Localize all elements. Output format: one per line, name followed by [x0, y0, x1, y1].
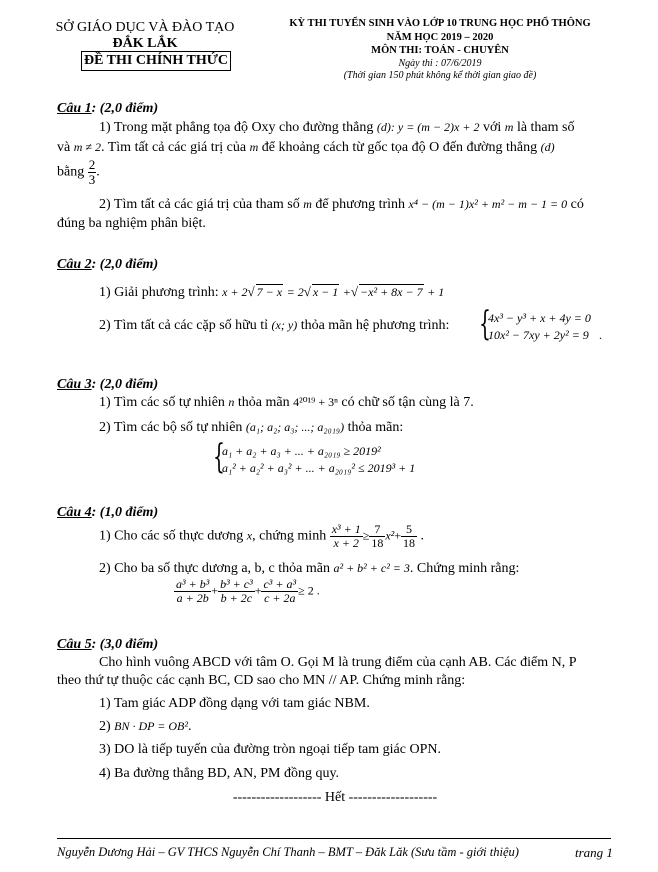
condition: m ≠ 2	[73, 140, 101, 154]
question-1-heading: Câu 1: (2,0 điểm)	[57, 101, 159, 116]
footer-divider	[57, 838, 611, 839]
question-2-heading: Câu 2: (2,0 điểm)	[57, 257, 159, 272]
q1-part2-line1: 2) Tìm tất cả các giá trị của tham số m để phương trình x⁴ − (m − 1)x² + m² − m − 1 = 0 có	[99, 197, 584, 212]
fraction-bc: $\frac{\text{b³ + c³}}{b + 2c}$	[220, 577, 253, 605]
q5-item4: 4) Ba đường thẳng BD, AN, PM đồng quy.	[99, 766, 340, 781]
q2-part2: 2) Tìm tất cả các cặp số hữu tỉ (x; y) thỏa mãn hệ phương trình:	[99, 318, 450, 333]
question-4-heading: Câu 4: (1,0 điểm)	[57, 505, 159, 520]
q5-intro-line2: theo thứ tự thuộc các cạnh BC, CD sao cho MN // AP. Chứng minh rằng:	[57, 673, 466, 688]
department-name: SỞ GIÁO DỤC VÀ ĐÀO TẠO	[55, 20, 235, 35]
q3-part1: 1) Tìm các số tự nhiên n thỏa mãn 4²⁰¹⁹ + 3ⁿ có chữ số tận cùng là 7.	[99, 395, 474, 410]
q1-part1-line2: và m ≠ 2. Tìm tất cả các giá trị của m để khoảng cách từ gốc tọa độ O đến đường thẳng (d)	[57, 140, 555, 155]
q2-equation-system: { 4x³ − y³ + x + 4y = 0 10x² − 7xy + 2y² = 9 .	[479, 304, 602, 344]
exam-subject: MÔN THI: TOÁN - CHUYÊN	[371, 45, 509, 56]
province-name: ĐẮK LẮK	[112, 36, 178, 51]
q4-part2: 2) Cho ba số thực dương a, b, c thỏa mãn a² + b² + c² = 3. Chứng minh rằng:	[99, 561, 520, 576]
q1-part1-line3: bằng $\frac{2}{3}$ .	[57, 157, 100, 187]
school-year: NĂM HỌC 2019 – 2020	[386, 32, 494, 43]
question-5-heading: Câu 5: (3,0 điểm)	[57, 637, 159, 652]
q3-inequality-system: { a₁ + a₂ + a₃ + ... + a₂₀₁₉ ≥ 2019² a₁² + a₂² + a₃² + ... + a₂₀₁₉² ≤ 2019³ + 1	[213, 437, 416, 477]
q4-inequality: $\frac{\text{a³ + b³}}{a + 2b}$ + $\frac{\text{b³ + c³}}{b + 2c}$ + $\frac{\text{c³ + a³}}{c + 2a}$ ≥ 2 .	[176, 577, 320, 605]
q3-part2: 2) Tìm các bộ số tự nhiên (a₁; a₂; a₃; ...; a₂₀₁₉) thỏa mãn:	[99, 420, 404, 435]
fraction-five-eighteenths: $\frac{5}{18}$	[403, 522, 416, 550]
q5-intro-line1: Cho hình vuông ABCD với tâm O. Gọi M là trung điểm của cạnh AB. Các điểm N, P	[99, 655, 577, 670]
exam-date: Ngày thi : 07/6/2019	[398, 58, 482, 69]
end-marker: ------------------- Hết -------------------	[232, 790, 438, 805]
q1-part2-line2: đúng ba nghiệm phân biệt.	[57, 216, 206, 231]
fraction-seven-eighteenths: $\frac{7}{18}$	[371, 522, 384, 550]
brace-icon: {	[213, 437, 225, 477]
power-expression: 4²⁰¹⁹ + 3ⁿ	[293, 395, 338, 409]
tuple-expression: (a₁; a₂; a₃; ...; a₂₀₁₉)	[245, 420, 345, 434]
footer-author: Nguyễn Dương Hải – GV THCS Nguyễn Chí Thanh – BMT – Đăk Lăk (Sưu tầm - giới thiệu)	[57, 845, 519, 859]
q5-item1: 1) Tam giác ADP đồng dạng với tam giác NBM.	[99, 696, 370, 711]
q1-part1-line1: 1) Trong mặt phẳng tọa độ Oxy cho đường thẳng (d): y = (m − 2)x + 2 với m là tham số	[99, 120, 575, 135]
q4-part1: 1) Cho các số thực dương x, chứng minh $\frac{\text{x³ + 1}}{x + 2}$ ≥ $\frac{7}{18}$ x²+ $\frac{5}{18}$ .	[99, 522, 425, 550]
q5-item2: 2) BN · DP = OB².	[99, 719, 192, 734]
fraction-two-thirds: $\frac{2}{3}$	[88, 157, 96, 187]
brace-icon: {	[479, 304, 491, 344]
exam-duration: (Thời gian 150 phút không kể thời gian giao đề)	[343, 70, 537, 81]
line-equation: (d): y = (m − 2)x + 2	[376, 120, 480, 134]
q2-part1: 1) Giải phương trình: x + 2√ 7 − x = 2√ x − 1 +√ −x² + 8x − 7 + 1	[99, 284, 445, 300]
fraction-ca: $\frac{\text{c³ + a³}}{c + 2a}$	[263, 577, 297, 605]
fraction-ab: $\frac{\text{a³ + b³}}{a + 2b}$	[176, 577, 210, 605]
quartic-equation: x⁴ − (m − 1)x² + m² − m − 1 = 0	[408, 197, 568, 211]
fraction-lhs: $\frac{\text{x³ + 1}}{x + 2}$	[331, 522, 361, 550]
page-number: trang 1	[575, 845, 613, 860]
q5-item3: 3) DO là tiếp tuyến của đường tròn ngoại tiếp tam giác OPN.	[99, 742, 441, 757]
exam-title: KỲ THI TUYỂN SINH VÀO LỚP 10 TRUNG HỌC PHỔ THÔNG	[289, 18, 591, 29]
question-3-heading: Câu 3: (2,0 điểm)	[57, 377, 159, 392]
official-exam-box: ĐỀ THI CHÍNH THỨC	[81, 51, 231, 71]
